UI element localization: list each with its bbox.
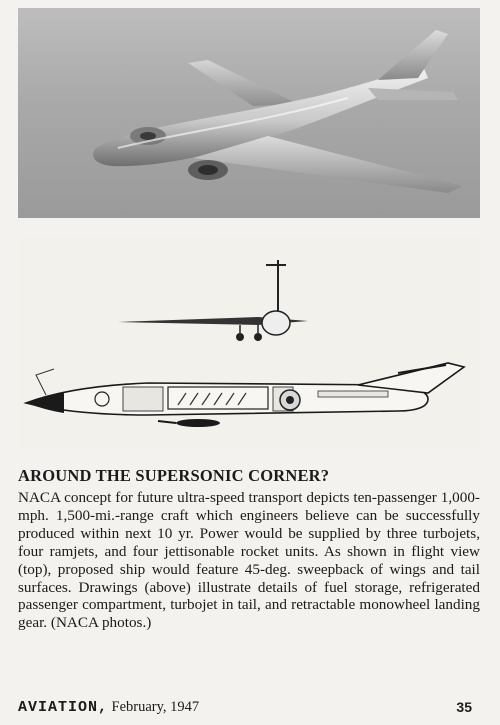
page-number: 35 <box>456 699 472 715</box>
aircraft-drawing-icon <box>18 235 480 450</box>
aircraft-photo-icon <box>18 8 480 218</box>
article-headline: AROUND THE SUPERSONIC CORNER? <box>18 466 330 485</box>
aircraft-flight-photo <box>18 8 480 218</box>
issue-date: February, 1947 <box>111 699 200 715</box>
magazine-name: AVIATION, <box>18 699 109 716</box>
aircraft-technical-drawing <box>18 235 480 450</box>
page-footer <box>18 699 480 719</box>
article-body: NACA concept for future ultra-speed transport depicts ten-passenger 1,000-mph. 1,500-mi.-range craft which engineers believe can be successfully produced within next 10 yr. Power would be supplied by three turbojets, four ramjets, and four jettisonable rocket units. As shown in flight view (top), proposed ship would feature 45-deg. sweepback of wings and tail surfaces. Drawings (above) illustrate details of fuel storage, refrigerated passenger compartment, turbojet in tail, and retractable monowheel landing gear. (NACA photos.) <box>18 489 480 632</box>
